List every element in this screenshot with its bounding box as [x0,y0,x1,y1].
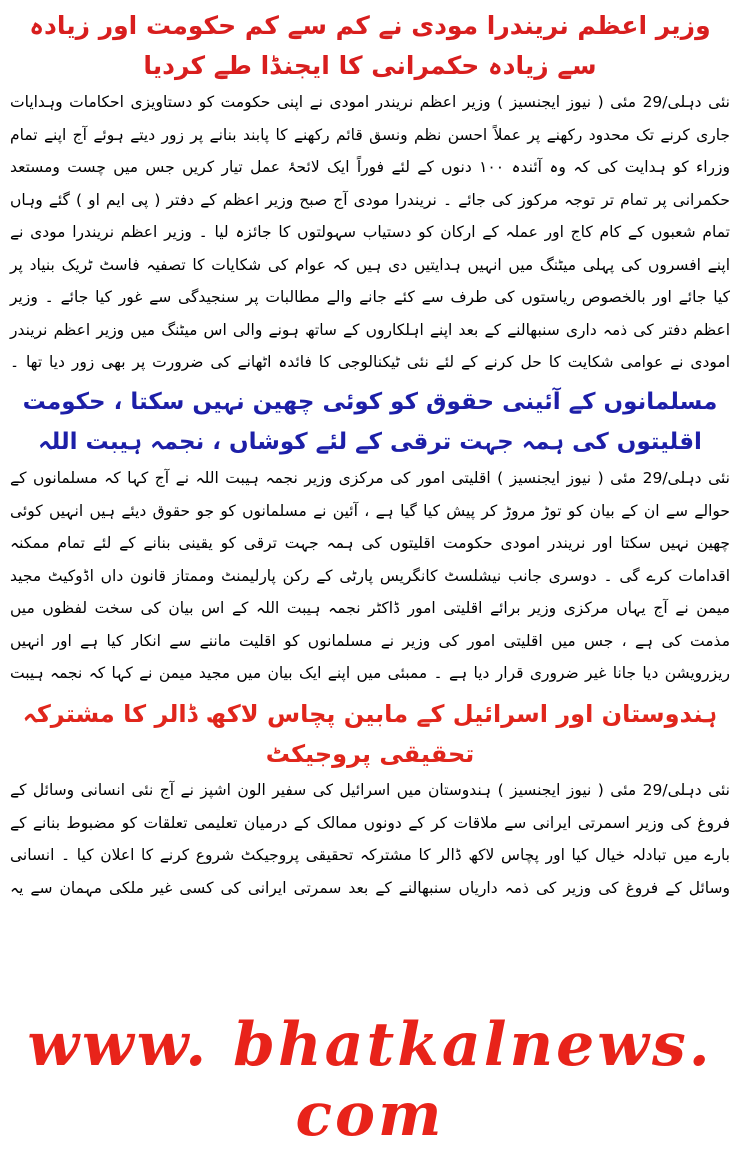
website-footer: www. bhatkalnews. com [27,1010,713,1150]
article-india-israel-project [6,688,734,904]
article-headline: ہندوستان اور اسرائیل کے مابین پچاس لاکھ ڈالر کا مشترکہ تحقیقی پروجیکٹ [22,700,718,768]
article-body: نئی دہلی/29 مئی ( نیوز ایجنسیز ) اقلیتی امور کی مرکزی وزیر نجمہ ہیبت اللہ نے آج کہا کہ مسلمانوں کے حوالے سے ان کے بیان کو توڑ مروڑ کر پیش کیا گیا ہے ، آئین نے مسلمانوں کو جو حقوق دیئے ہیں انہیں کوئی چھین نہیں سکتا اور نریندر امودی حکومت اقلیتوں کی ہمہ جہت ترقی کو یقینی بنانے کے لئے تمام ممکنہ اقدامات کرے گی ۔ دوسری جانب نیشلسٹ کانگریس پارٹی کے رکن پارلیمنٹ وممتاز قانون داں اڈوکیٹ مجید میمن نے آج یہاں مرکزی وزیر برائے اقلیتی امور ڈاکٹر نجمہ ہیبت اللہ کے اس بیان کی سخت لفظوں میں مذمت کی ہے ، جس میں اقلیتی امور کی وزیر نے مسلمانوں کو اقلیت ماننے سے انکار کیا ہے اور انہیں ریزرویشن دیا جانا غیر ضروری قرار دیا ہے ۔ ممبئی میں اپنے ایک بیان میں مجید میمن نے کہا کہ نجمہ ہیبت [10,469,730,682]
article-body: نئی دہلی/29 مئی ( نیوز ایجنسیز ) ہندوستان میں اسرائیل کی سفیر الون اشپز نے آج نئی انسانی وسائل کے فروغ کی وزیر اسمرتی ایرانی سے ملاقات کر کے دونوں ممالک کے درمیان تعلیمی تعلقات کو مضبوط بنانے کے بارے میں تبادلہ خیال کیا اور پچاس لاکھ ڈالر کا مشترکہ تحقیقی پروجیکٹ شروع کرنے کا اعلان کیا ۔ انسانی وسائل کے فروغ کی وزیر کی ذمہ داریاں سنبھالنے کے بعد سمرتی ایرانی کی کسی غیر ملکی مہمان سے یہ [10,781,730,897]
article-headline: وزیر اعظم نریندرا مودی نے کم سے کم حکومت اور زیادہ سے زیادہ حکمرانی کا ایجنڈا طے کردیا [29,11,711,80]
article-headline: مسلمانوں کے آئینی حقوق کو کوئی چھین نہیں سکتا ، حکومت اقلیتوں کی ہمہ جہت ترقی کے لئے کوشاں ، نجمہ ہیبت اللہ [22,389,718,455]
article-body: نئی دہلی/29 مئی ( نیوز ایجنسیز ) وزیر اعظم نریندر امودی نے اپنی حکومت کو دستاویزی احکامات وہدایات جاری کرنے تک محدود رکھنے پر عملاً احسن نظم ونسق قائم رکھنے کا پابند بنانے پر زور دیتے ہوئے آج اپنے تمام وزراء کو ہدایت کی کہ وہ آئندہ ۱۰۰ دنوں کے لئے فوراً ایک لائحۂ عمل تیار کریں جس میں چست ومستعد حکمرانی پر تمام تر توجہ مرکوز کی جائے ۔ نریندرا مودی آج صبح وزیر اعظم کے دفتر ( پی ایم او ) گئے وہاں تمام شعبوں کے کام کاج اور عملہ کے ارکان کو دستیاب سہولتوں کا جائزہ لیا ۔ وزیر اعظم نریندرا مودی نے اپنے افسروں کی پہلی میٹنگ میں انہیں ہدایتیں دی ہیں کہ عوام کی شکایات کا تصفیہ فاسٹ ٹریک بنیاد پر کیا جائے اور بالخصوص ریاستوں کی طرف سے کئے جانے والے مطالبات پر سنجیدگی سے غور کیا جائے ۔ وزیر اعظم دفتر کی ذمہ داری سنبھالنے کے بعد اپنے اہلکاروں کے ساتھ ہونے والی اس میٹنگ میں وزیر اعظم نریندر امودی نے عوامی شکایت کا حل کرنے کے لئے نئی ٹیکنالوجی کا فائدہ اٹھانے کی ضرورت پر بھی زور دیا تھا ۔ [10,93,730,371]
article-modi-agenda [6,0,734,376]
article-najma-heptulla [6,376,734,688]
